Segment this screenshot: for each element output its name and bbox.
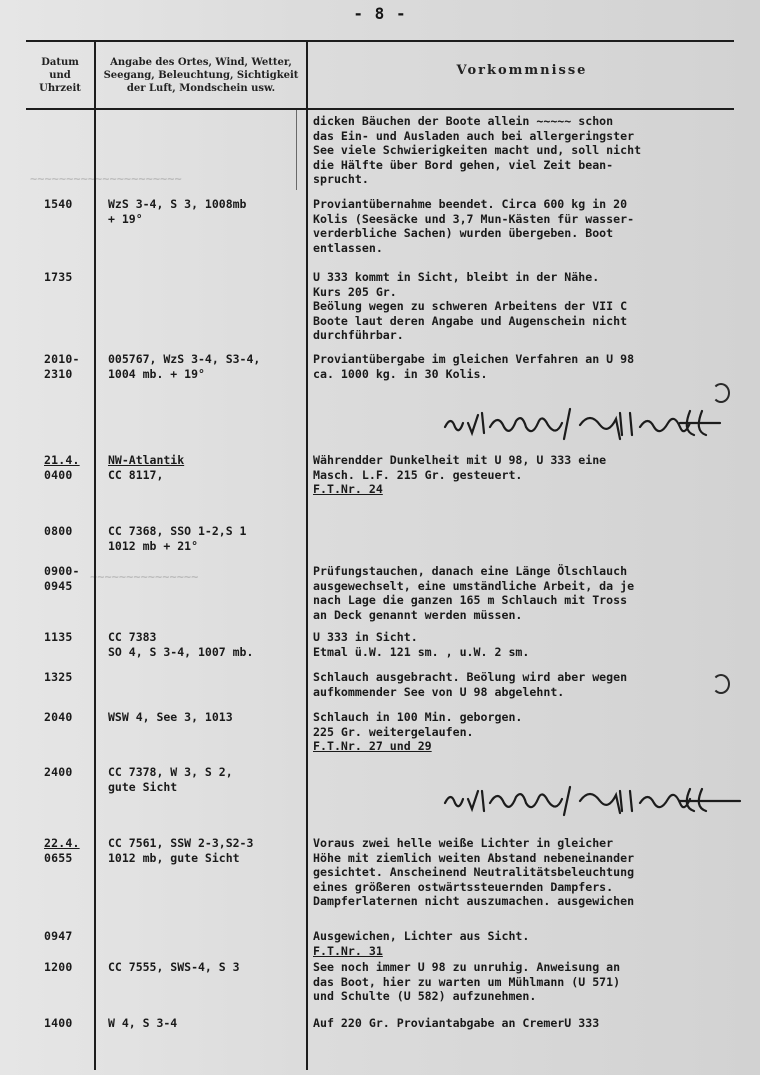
location-line: 1004 mb. + 19° — [108, 366, 205, 381]
location-line: CC 7378, W 3, S 2, — [108, 765, 233, 779]
header-line: der Luft, Mondschein usw. — [126, 83, 276, 94]
entry-events — [313, 960, 733, 1004]
event-line: und Schulte (U 582) aufzunehmen. — [313, 989, 537, 1003]
location-line: WSW 4, See 3, 1013 — [108, 710, 233, 724]
entry-location-weather — [108, 630, 304, 659]
event-line: Voraus zwei helle weiße Lichter in gleicher — [313, 836, 614, 850]
location-line: gute Sicht — [108, 779, 178, 794]
time-line: 0945 — [44, 578, 73, 593]
event-line: Auf 220 Gr. Proviantabgabe an CremerU 333 — [313, 1016, 600, 1030]
entry-location-weather — [108, 960, 304, 975]
event-line: die Hälfte über Bord gehen, viel Zeit bean- — [313, 157, 614, 172]
entry-time — [44, 564, 94, 593]
entry-time — [44, 453, 94, 482]
location-line: NW-Atlantik — [108, 453, 185, 467]
event-line: das Ein- und Ausladen auch bei allergeringster — [313, 128, 635, 143]
entry-events — [313, 670, 733, 699]
event-line: eines größeren ostwärtssteuernden Dampfers. — [313, 879, 614, 894]
event-line: gesichtet. Anscheinend Neutralitätsbeleuchtung — [313, 865, 635, 879]
event-line: F.T.Nr. 27 und 29 — [313, 739, 432, 753]
entry-location-weather — [108, 453, 304, 482]
entry-location-weather — [108, 524, 304, 553]
event-line: F.T.Nr. 24 — [313, 482, 383, 496]
event-line: F.T.Nr. 31 — [313, 943, 383, 958]
entry-events — [313, 710, 733, 754]
event-line: das Boot, hier zu warten um Mühlmann (U 571) — [313, 974, 621, 989]
event-line: Boote laut deren Angabe und Augenschein nicht — [313, 313, 628, 328]
signature — [440, 405, 730, 445]
entry-time: 0947 — [44, 929, 73, 943]
bleed-through-text: ~~~~~~~~~~~~~~~~~~~~~ — [30, 172, 182, 186]
event-line: See noch immer U 98 zu unruhig. Anweisung an — [313, 960, 621, 974]
entry-location-weather — [108, 197, 304, 226]
time-line: 0400 — [44, 467, 73, 482]
event-line: Ausgewichen, Lichter aus Sicht. — [313, 929, 530, 943]
location-line: 1012 mb + 21° — [108, 538, 199, 553]
header-bottom-rule — [26, 108, 734, 110]
entry-time: 0800 — [44, 524, 73, 538]
event-line: dicken Bäuchen der Boote allein ~~~~~ schon — [313, 114, 614, 128]
time-line: 22.4. — [44, 836, 80, 850]
entry-events — [313, 270, 733, 343]
event-line: Kolis (Seesäcke und 3,7 Mun-Kästen für wasser- — [313, 211, 635, 226]
location-line: CC 8117, — [108, 467, 164, 482]
event-line: Etmal ü.W. 121 sm. , u.W. 2 sm. — [313, 644, 530, 659]
header-line: und — [49, 70, 71, 81]
entry-time — [44, 352, 94, 381]
event-line: Währendder Dunkelheit mit U 98, U 333 eine — [313, 453, 607, 467]
event-line: Schlauch ausgebracht. Beölung wird aber wegen — [313, 670, 628, 684]
event-line: aufkommender See von U 98 abgelehnt. — [313, 684, 565, 699]
signature — [440, 785, 745, 819]
header-date-time — [28, 56, 92, 95]
event-line: Beölung wegen zu schweren Arbeitens der VII C — [313, 299, 628, 313]
entry-time: 1735 — [44, 270, 73, 284]
entry-time: 2040 — [44, 710, 73, 724]
header-line: Uhrzeit — [39, 83, 81, 94]
entry-time — [44, 836, 94, 865]
event-line: Prüfungstauchen, danach eine Länge Ölschlauch — [313, 564, 628, 578]
header-line: Seegang, Beleuchtung, Sichtigkeit — [103, 70, 299, 81]
entry-location-weather — [108, 1016, 304, 1031]
column-divider-1 — [94, 40, 96, 1070]
table-top-rule — [26, 40, 734, 42]
time-line: 2010- — [44, 352, 80, 366]
entry-events — [313, 453, 733, 497]
header-location-weather — [98, 56, 304, 95]
header-line: Datum — [41, 57, 79, 68]
punch-hole — [712, 674, 730, 694]
location-line: CC 7368, SSO 1-2,S 1 — [108, 524, 247, 538]
event-line: ca. 1000 kg. in 30 Kolis. — [313, 366, 488, 381]
entry-events — [313, 114, 733, 187]
column-divider-2 — [306, 40, 308, 1070]
location-line: CC 7561, SSW 2-3,S2-3 — [108, 836, 254, 850]
event-line: Höhe mit ziemlich weiten Abstand nebeneinander — [313, 850, 635, 865]
time-line: 21.4. — [44, 453, 80, 467]
event-line: an Deck genannt werden müssen. — [313, 607, 523, 622]
location-line: 1012 mb, gute Sicht — [108, 850, 240, 865]
event-line: Dampferlaternen nicht auszumachen. ausgewichen — [313, 894, 635, 908]
entry-location-weather — [108, 710, 304, 725]
entry-location-weather — [108, 836, 304, 865]
location-line: CC 7383 — [108, 630, 157, 644]
event-line: entlassen. — [313, 240, 383, 255]
header-events: Vorkommnisse — [456, 63, 588, 78]
time-line: 2310 — [44, 366, 73, 381]
event-line: verderbliche Sachen) wurden übergeben. Boot — [313, 226, 614, 240]
location-line: + 19° — [108, 211, 143, 226]
event-line: ausgewechselt, eine umständliche Arbeit, da je — [313, 578, 635, 593]
event-line: U 333 kommt in Sicht, bleibt in der Nähe. — [313, 270, 600, 284]
entry-time: 1540 — [44, 197, 73, 211]
entry-time: 1400 — [44, 1016, 73, 1030]
header-line: Angabe des Ortes, Wind, Wetter, — [110, 57, 292, 68]
time-line: 0900- — [44, 564, 80, 578]
entry-events — [313, 564, 733, 622]
entry-events — [313, 929, 733, 958]
bleed-through-text: ~~~~~~~~~~~~~~~ — [90, 570, 199, 584]
entry-location-weather — [108, 765, 304, 794]
event-line: See viele Schwierigkeiten macht und, soll nicht — [313, 143, 642, 157]
event-line: 225 Gr. weitergelaufen. — [313, 724, 474, 739]
event-line: Kurs 205 Gr. — [313, 284, 397, 299]
entry-events — [313, 352, 733, 381]
event-line: Proviantübergabe im gleichen Verfahren an U 98 — [313, 352, 635, 366]
time-line: 0655 — [44, 850, 73, 865]
entry-time: 1325 — [44, 670, 73, 684]
location-line: 005767, WzS 3-4, S3-4, — [108, 352, 261, 366]
page-number: - 8 - — [353, 4, 407, 23]
location-line: WzS 3-4, S 3, 1008mb — [108, 197, 247, 211]
event-line: Masch. L.F. 215 Gr. gesteuert. — [313, 467, 523, 482]
event-line: durchführbar. — [313, 328, 404, 342]
entry-events — [313, 630, 733, 659]
event-line: Schlauch in 100 Min. geborgen. — [313, 710, 523, 724]
entry-location-weather — [108, 352, 304, 381]
entry-time: 1200 — [44, 960, 73, 974]
location-line: CC 7555, SWS-4, S 3 — [108, 960, 240, 974]
entry-time: 2400 — [44, 765, 73, 779]
event-line: U 333 in Sicht. — [313, 630, 418, 644]
entry-time: 1135 — [44, 630, 73, 644]
punch-hole — [712, 383, 730, 403]
entry-events — [313, 1016, 733, 1031]
event-line: nach Lage die ganzen 165 m Schlauch mit Tross — [313, 593, 628, 607]
location-line: SO 4, S 3-4, 1007 mb. — [108, 644, 254, 659]
event-line: Proviantübernahme beendet. Circa 600 kg in 20 — [313, 197, 628, 211]
entry-events — [313, 197, 733, 255]
location-line: W 4, S 3-4 — [108, 1016, 178, 1030]
entry-events — [313, 836, 733, 909]
event-line: sprucht. — [313, 172, 369, 186]
column-divider-2b — [296, 110, 297, 190]
